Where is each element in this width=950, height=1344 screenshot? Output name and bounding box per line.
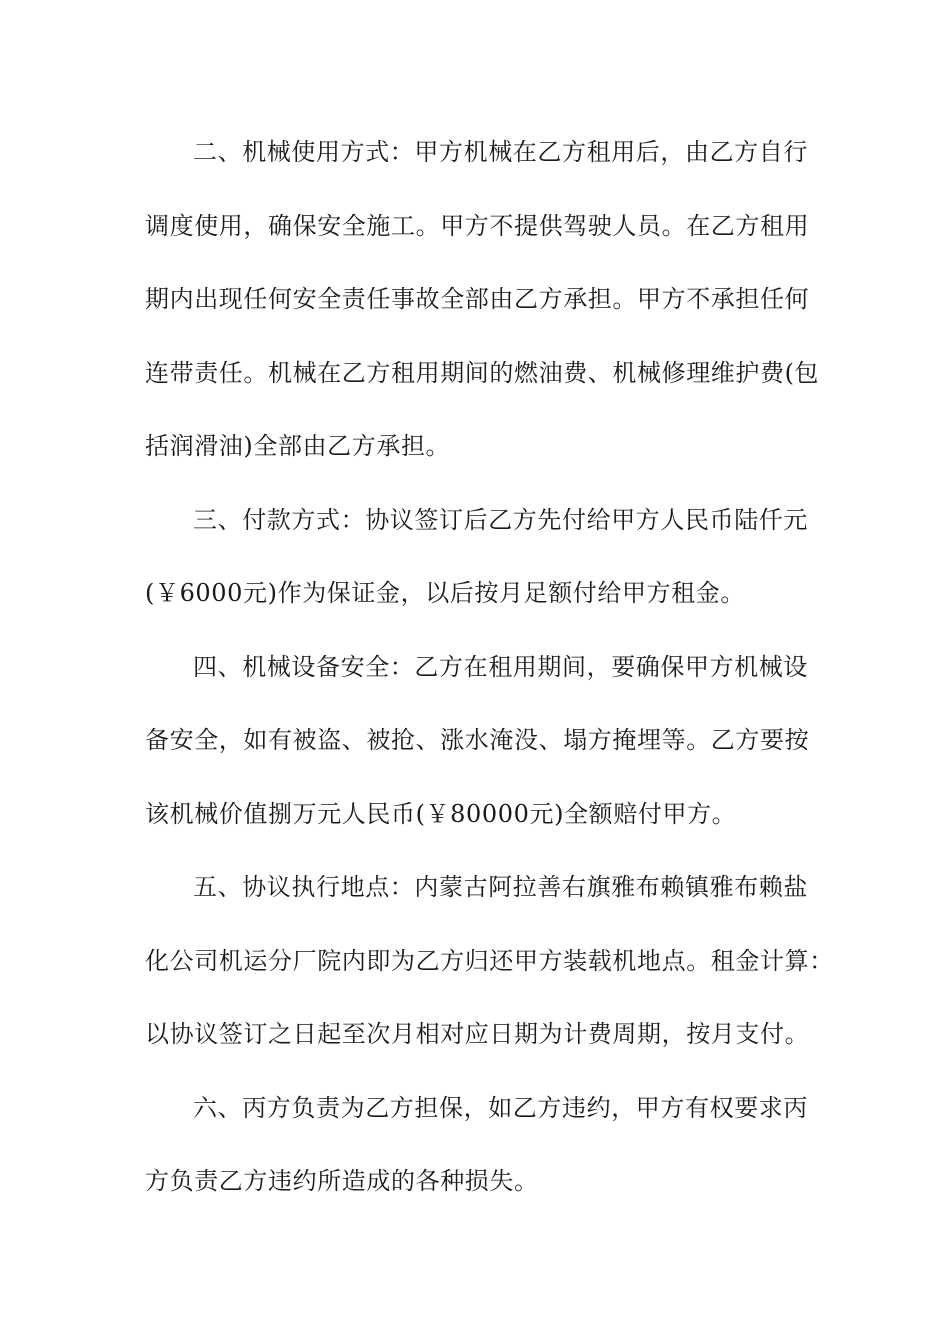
paragraph-execution-location	[145, 851, 834, 1072]
text-line: 六、丙方负责为乙方担保，如乙方违约，甲方有权要求丙	[193, 1093, 808, 1122]
text-line: 以协议签订之日起至次月相对应日期为计费周期，按月支付。	[145, 1020, 810, 1048]
text-line: 备安全，如有被盗、被抢、涨水淹没、塌方掩埋等。乙方要按	[145, 726, 810, 754]
text-line: 方负责乙方违约所造成的各种损失。	[145, 1167, 539, 1195]
text-line: 该机械价值捌万元人民币(￥80000元)全额赔付甲方。	[145, 799, 737, 828]
paragraph-machine-usage	[145, 116, 820, 484]
text-line: 括润滑油)全部由乙方承担。	[145, 432, 451, 460]
paragraph-equipment-safety	[145, 631, 820, 852]
paragraph-guarantee	[145, 1072, 820, 1219]
paragraph-payment-method	[145, 484, 820, 631]
text-line: 调度使用，确保安全施工。甲方不提供驾驶人员。在乙方租用	[145, 211, 810, 240]
text-line: 四、机械设备安全：乙方在租用期间，要确保甲方机械设	[193, 652, 808, 681]
text-line: 连带责任。机械在乙方租用期间的燃油费、机械修理维护费(包	[145, 358, 820, 387]
text-line: 五、协议执行地点：内蒙古阿拉善右旗雅布赖镇雅布赖盐	[193, 873, 808, 901]
text-line: 化公司机运分厂院内即为乙方归还甲方装载机地点。租金计算：	[145, 946, 834, 975]
text-line: (￥6000元)作为保证金，以后按月足额付给甲方租金。	[145, 579, 746, 607]
document-body	[145, 116, 834, 1219]
text-line: 期内出现任何安全责任事故全部由乙方承担。甲方不承担任何	[145, 285, 810, 313]
text-line: 二、机械使用方式：甲方机械在乙方租用后，由乙方自行	[193, 138, 808, 166]
text-line: 三、付款方式：协议签订后乙方先付给甲方人民币陆仟元	[193, 505, 808, 534]
